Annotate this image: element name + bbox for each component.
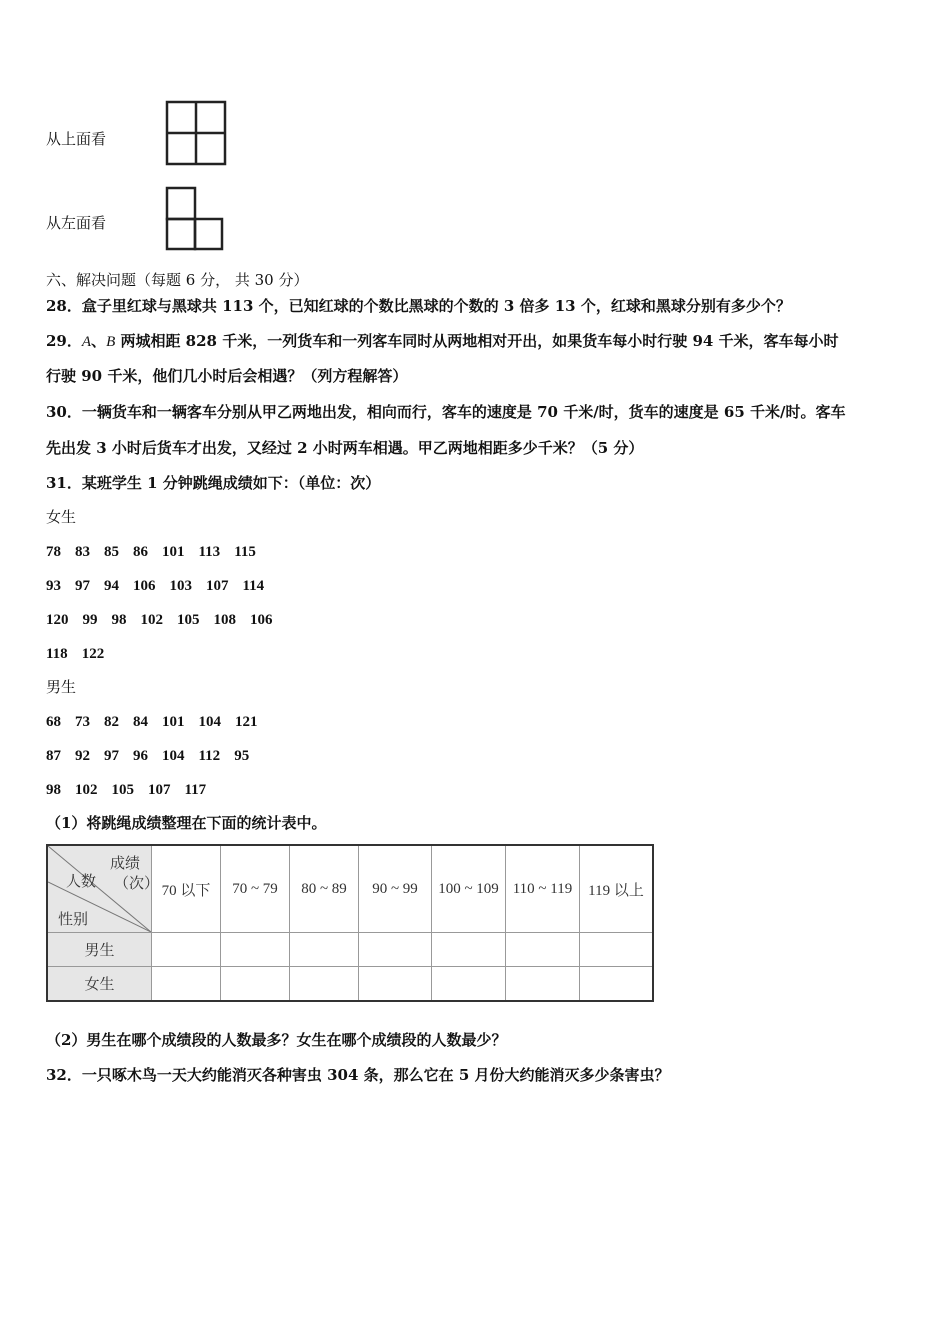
column-header: 80 ~ 89 — [290, 845, 359, 933]
corner-gender-label: 性别 — [58, 912, 89, 928]
table-cell[interactable] — [580, 967, 654, 1001]
left-view-label: 从左面看 — [46, 214, 107, 232]
question-31: 31．某班学生 1 分钟跳绳成绩如下：（单位：次） — [46, 474, 381, 492]
question-29-line2: 行驶 90 千米，他们几小时后会相遇？（列方程解答） — [46, 367, 408, 385]
question-29-line1: 29．A、B 两城相距 828 千米，一列货车和一列客车同时从两地相对开出，如果货车每小时行驶 94 千米，客车每小时 — [46, 332, 839, 350]
table-cell[interactable] — [432, 967, 506, 1001]
column-header: 100 ~ 109 — [432, 845, 506, 933]
corner-unit-label: （次） — [114, 876, 160, 892]
boys-row-2: 87 92 97 96 104 112 95 — [46, 748, 250, 764]
table-cell[interactable] — [506, 967, 580, 1001]
question-31-part1: （1）将跳绳成绩整理在下面的统计表中。 — [46, 814, 327, 832]
girls-row-2: 93 97 94 106 103 107 114 — [46, 578, 265, 594]
question-32: 32．一只啄木鸟一天大约能消灭各种害虫 304 条，那么它在 5 月份大约能消灭多少条害虫？ — [46, 1066, 670, 1084]
table-cell[interactable] — [290, 933, 359, 967]
table-cell[interactable] — [506, 933, 580, 967]
boys-row-3: 98 102 105 107 117 — [46, 782, 207, 798]
row-header-boys: 男生 — [47, 933, 152, 967]
question-30-line2: 先出发 3 小时后货车才出发，又经过 2 小时两车相遇。甲乙两地相距多少千米？（5 分） — [46, 439, 644, 457]
column-header: 110 ~ 119 — [506, 845, 580, 933]
column-header: 119 以上 — [580, 845, 654, 933]
left-view-shape-icon — [165, 186, 225, 252]
stats-table — [46, 844, 654, 1002]
question-30-line1: 30．一辆货车和一辆客车分别从甲乙两地出发，相向而行，客车的速度是 70 千米/时，货车的速度是 65 千米/时。客车 — [46, 403, 846, 421]
table-cell[interactable] — [221, 933, 290, 967]
table-corner-cell — [47, 845, 160, 933]
column-header: 90 ~ 99 — [359, 845, 432, 933]
boys-row-1: 68 73 82 84 101 104 121 — [46, 714, 258, 730]
section-heading: 六、解决问题（每题 6 分， 共 30 分） — [46, 271, 309, 289]
boys-label: 男生 — [46, 678, 77, 696]
girls-label: 女生 — [46, 508, 77, 526]
question-31-part2: （2）男生在哪个成绩段的人数最多？女生在哪个成绩段的人数最少？ — [46, 1031, 507, 1049]
column-header: 70 ~ 79 — [221, 845, 290, 933]
girls-row-1: 78 83 85 86 101 113 115 — [46, 544, 256, 560]
column-header: 70 以下 — [152, 845, 221, 933]
table-cell[interactable] — [152, 933, 221, 967]
table-cell[interactable] — [432, 933, 506, 967]
table-cell[interactable] — [359, 967, 432, 1001]
table-cell[interactable] — [359, 933, 432, 967]
corner-score-label: 成绩 — [110, 856, 141, 872]
corner-count-label: 人数 — [66, 874, 97, 890]
row-header-girls: 女生 — [47, 967, 152, 1001]
question-28: 28．盒子里红球与黑球共 113 个，已知红球的个数比黑球的个数的 3 倍多 13 个，红球和黑球分别有多少个？ — [46, 297, 791, 315]
table-cell[interactable] — [221, 967, 290, 1001]
girls-row-4: 118 122 — [46, 646, 105, 662]
table-cell[interactable] — [152, 967, 221, 1001]
top-view-label: 从上面看 — [46, 130, 107, 148]
top-view-grid-icon — [165, 100, 227, 166]
girls-row-3: 120 99 98 102 105 108 106 — [46, 612, 273, 628]
table-cell[interactable] — [290, 967, 359, 1001]
table-cell[interactable] — [580, 933, 654, 967]
